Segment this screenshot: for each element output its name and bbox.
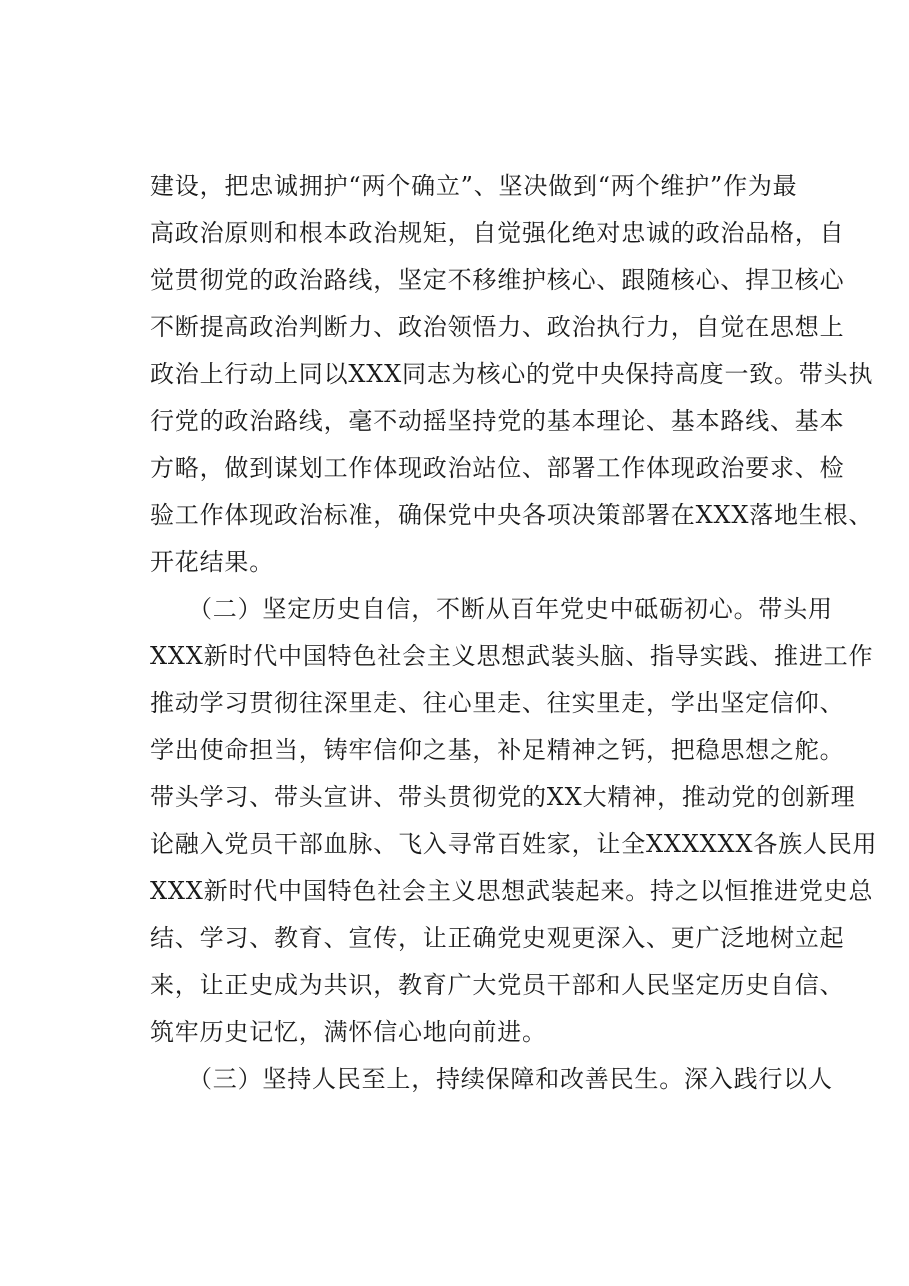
text-line: XXX新时代中国特色社会主义思想武装起来。持之以恒推进党史总	[150, 877, 874, 905]
text-line: 行党的政治路线，毫不动摇坚持党的基本理论、基本路线、基本	[150, 407, 845, 435]
text-line: 结、学习、教育、宣传，让正确党史观更深入、更广泛地树立起	[150, 924, 845, 952]
text-line: 来，让正史成为共识，教育广大党员干部和人民坚定历史自信、	[150, 971, 845, 999]
text-line: 高政治原则和根本政治规矩，自觉强化绝对忠诚的政治品格，自	[150, 219, 845, 247]
text-line: XXX新时代中国特色社会主义思想武装头脑、指导实践、推进工作	[150, 642, 874, 670]
text-line: 筑牢历史记忆，满怀信心地向前进。	[150, 1018, 547, 1046]
text-line: 学出使命担当，铸牢信仰之基，补足精神之钙，把稳思想之舵。	[150, 736, 845, 764]
text-line: 建设，把忠诚拥护“两个确立”、坚决做到“两个维护”作为最	[150, 172, 798, 200]
section-heading-2: （二）坚定历史自信，不断从百年党史中砥砺初心。带头用	[188, 595, 833, 623]
text-line: 不断提高政治判断力、政治领悟力、政治执行力，自觉在思想上	[150, 313, 845, 341]
text-line: 觉贯彻党的政治路线，坚定不移维护核心、跟随核心、捍卫核心	[150, 266, 845, 294]
text-line: 开花结果。	[150, 548, 274, 576]
section-heading-3: （三）坚持人民至上，持续保障和改善民生。深入践行以人	[188, 1065, 833, 1093]
text-line: 带头学习、带头宣讲、带头贯彻党的XX大精神，推动党的创新理	[150, 783, 856, 811]
text-line: 推动学习贯彻往深里走、往心里走、往实里走，学出坚定信仰、	[150, 689, 845, 717]
text-line: 验工作体现政治标准，确保党中央各项决策部署在XXX落地生根、	[150, 501, 874, 529]
text-line: 方略，做到谋划工作体现政治站位、部署工作体现政治要求、检	[150, 454, 845, 482]
text-line: 论融入党员干部血脉、飞入寻常百姓家，让全XXXXXX各族人民用	[150, 830, 878, 858]
text-line: 政治上行动上同以XXX同志为核心的党中央保持高度一致。带头执	[150, 360, 874, 388]
